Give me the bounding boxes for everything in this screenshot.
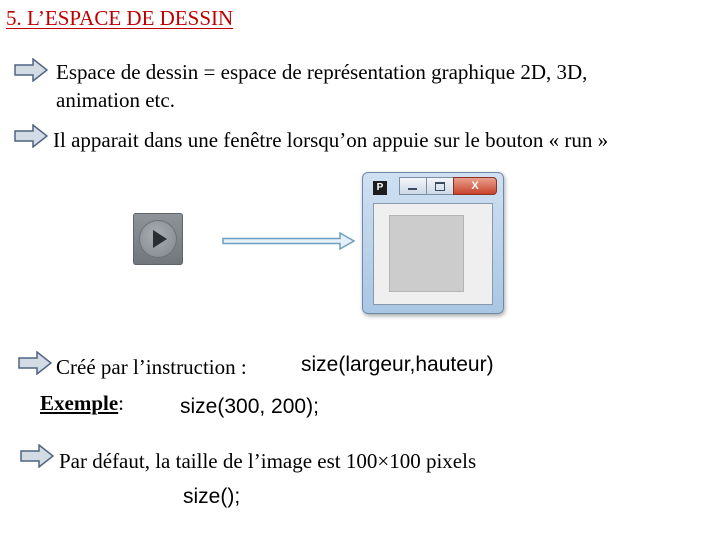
line-window-run: Il apparait dans une fenêtre lorsqu’on appuie sur le bouton « run » [53,128,609,152]
drawing-canvas [389,215,464,292]
slide-title: 5. L’ESPACE DE DESSIN [6,6,234,30]
bullet-arrow-icon [14,58,48,82]
long-arrow-icon [222,231,356,256]
run-button-image [133,213,183,265]
example-label-wrap [40,389,124,417]
window-buttons [399,177,497,195]
minimize-icon [399,177,427,195]
line-espace-definition-cont: animation etc. [56,88,175,112]
bullet-arrow-icon [18,351,52,375]
close-icon: X [453,177,497,195]
code-size-signature: size(largeur,hauteur) [301,353,494,376]
example-label: Exemple [40,391,119,415]
code-size-example: size(300, 200); [180,395,319,418]
bullet-arrow-icon [14,124,48,148]
sketch-window-image [362,172,504,314]
example-colon: : [118,391,124,415]
line-instruction-label: Créé par l’instruction : [56,355,247,379]
window-client-area [373,203,493,305]
maximize-icon [426,177,454,195]
code-size-default: size(); [183,485,241,508]
line-espace-definition: Espace de dessin = espace de représentation graphique 2D, 3D, [56,60,588,84]
line-default-size: Par défaut, la taille de l’image est 100×100 pixels [59,449,477,473]
processing-icon: P [373,181,387,195]
play-icon [153,230,167,248]
bullet-arrow-icon [20,444,54,468]
